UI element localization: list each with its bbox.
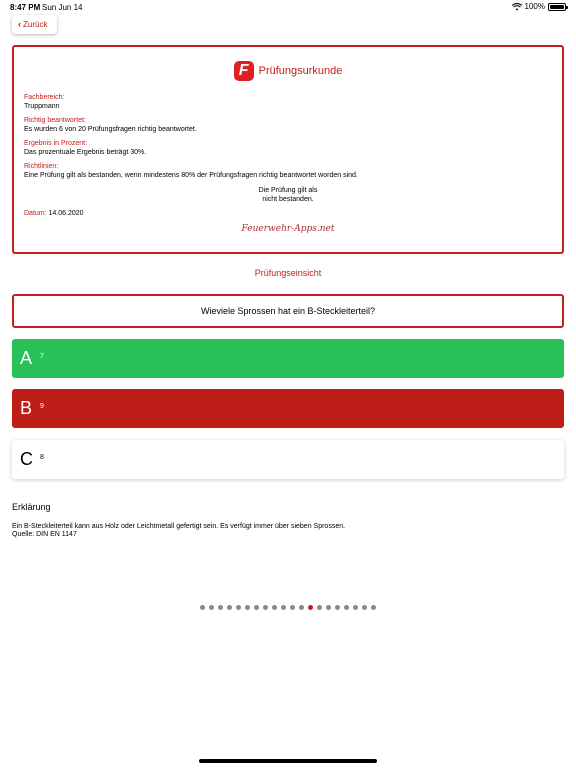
page-dot[interactable] [236,605,241,610]
answer-letter: B [20,398,33,418]
page-dot[interactable] [281,605,286,610]
explanation-line: Ein B-Steckleiterteil kann aus Holz oder Leichtmetall gefertigt sein. Es verfügt immer über sieben Sprossen. [12,523,346,530]
exam-certificate [12,45,564,254]
explanation-text [12,523,552,539]
status-line-2: nicht bestanden. [262,196,314,203]
explanation-source: Quelle: DIN EN 1147 [12,531,77,538]
page-dot[interactable] [371,605,376,610]
status-line-1: Die Prüfung gilt als [258,187,318,194]
date-label: Datum: [24,210,47,217]
review-title: Prüfungseinsicht [254,268,322,278]
field-guidelines [24,162,358,180]
page-dot[interactable] [353,605,358,610]
answer-text: 7 [40,353,44,360]
status-right [512,2,566,11]
battery-fill [550,5,564,9]
field-value: Es wurden 6 von 20 Prüfungsfragen richtig beantwortet. [24,126,197,133]
field-label: Ergebnis in Prozent: [24,140,88,147]
answer-option-a[interactable] [12,339,564,378]
page-dot[interactable] [263,605,268,610]
field-correct [24,116,197,134]
page-dot[interactable] [209,605,214,610]
wifi-icon [512,3,522,11]
page-dot[interactable] [299,605,304,610]
page-dot[interactable] [218,605,223,610]
field-label: Richtlinien: [24,163,59,170]
certificate-header [14,61,562,81]
field-label: Richtig beantwortet: [24,117,86,124]
signature-logo: Feuerwehr-Apps.net [241,224,335,234]
answer-option-b[interactable] [12,389,564,428]
certificate-title: Prüfungsurkunde [258,65,343,77]
battery-icon [548,3,566,11]
answer-letter: C [20,449,33,469]
field-label: Fachbereich: [24,94,65,101]
answer-text: 8 [40,454,44,461]
page-dot[interactable] [200,605,205,610]
back-button[interactable] [12,15,57,34]
answer-letter: A [20,348,33,368]
field-value: Truppmann [24,103,60,110]
field-value: Eine Prüfung gilt als bestanden, wenn mindestens 80% der Prüfungsfragen richtig beantwortet worden sind. [24,172,358,179]
question-text: Wieviele Sprossen hat ein B-Steckleiterteil? [200,306,376,316]
home-indicator[interactable] [199,759,377,763]
page-indicator[interactable] [0,605,576,610]
back-label: Zurück [23,20,48,29]
page-dot[interactable] [362,605,367,610]
field-subject [24,93,64,111]
page-dot[interactable] [254,605,259,610]
battery-percent: 100% [524,2,545,11]
page-dot[interactable] [245,605,250,610]
page-dot-active[interactable] [308,605,313,610]
question-box [12,294,564,328]
status-date: Sun Jun 14 [42,3,83,12]
answer-option-c[interactable] [12,440,564,479]
field-value: Das prozentuale Ergebnis beträgt 30%. [24,149,147,156]
chevron-left-icon: ‹ [18,19,21,29]
page-dot[interactable] [344,605,349,610]
page-dot[interactable] [272,605,277,610]
status-bar [0,0,576,14]
field-percent [24,139,146,157]
answer-text: 9 [40,403,44,410]
page-dot[interactable] [317,605,322,610]
app-logo-icon: F [234,61,254,81]
date-value: 14.06.2020 [48,210,84,217]
explanation-title: Erklärung [12,502,51,512]
page-dot[interactable] [290,605,295,610]
status-time: 8:47 PM [10,3,41,12]
page-dot[interactable] [326,605,331,610]
exam-result-status [14,186,562,204]
page-dot[interactable] [227,605,232,610]
certificate-date [24,210,84,217]
page-dot[interactable] [335,605,340,610]
